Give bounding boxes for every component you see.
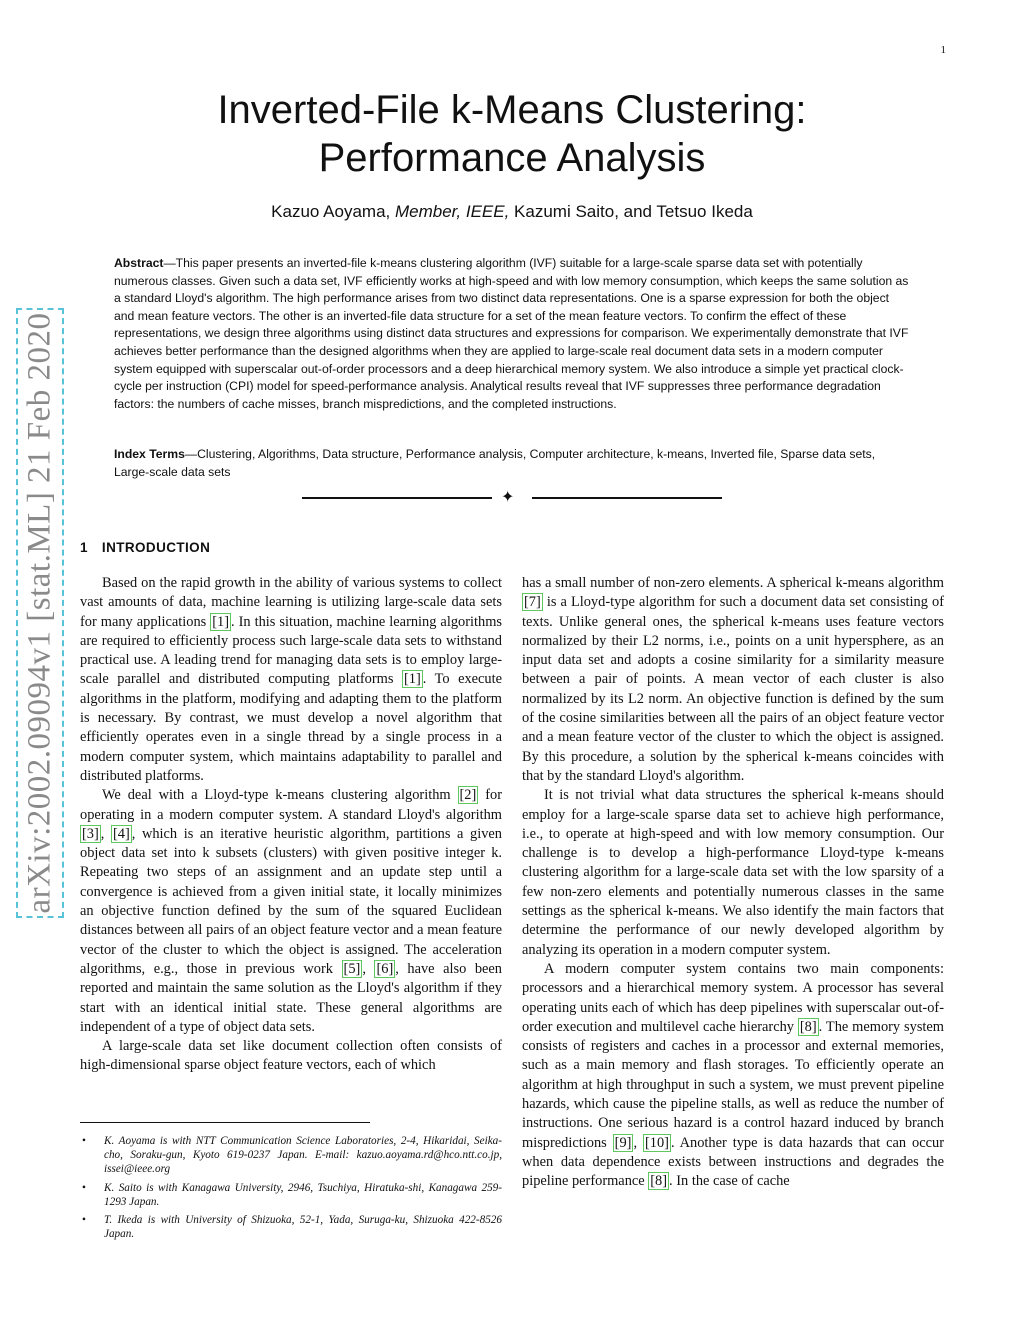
left-paragraph-2: We deal with a Lloyd-type k-means clustering algorithm [2] for operating in a modern computer system. A standard Lloyd's algorithm [3] , [4] , which is an iterative heuristic algorithm, partitions a given object data set into k subsets (clusters) with given positive integer k. Repeating two steps of an assignment and an update step until a convergence is achieved from a given initial state, it locally minimizes an objective function defined by the sum of the squared Euclidean distances between all pairs of an object feature vector and a mean feature vector of the cluster to which the object is assigned. The acceleration algorithms, e.g., those in previous work [5] , [6] , have also been reported and maintain the same solution as the Lloyd's algorithm if they start with an identical initial state. These general algorithms are independent of a type of object data sets.	[80, 787, 503, 1035]
citation-link[interactable]: [8]	[799, 1018, 817, 1035]
footnote-item: • K. Saito is with Kanagawa University, 2946, Tsuchiya, Hiratuka-shi, Kanagawa 259-1293 Japan.	[82, 1181, 502, 1208]
right-paragraph-1: has a small number of non-zero elements. A spherical k-means algorithm [7] is a Lloyd-type algorithm for such a document data set consisting of texts. Unlike general ones, the spherical k-means uses feature vectors normalized by their L2 norms, i.e., points on a unit hypersphere, as an input data set and adopts a cosine similarity for a similarity measure between a pair of points. A mean vector of each cluster is also normalized by its L2 norm. An objective function is defined by the sum of the cosine similarities between all the pairs of an object feature vector and a mean feature vector of the cluster to which the object is assigned. By this procedure, a solution by the spherical k-means coincides with that by the standard Lloyd's algorithm.	[522, 575, 944, 784]
paper-title	[0, 86, 1024, 182]
separator-diamond-icon: ✦	[501, 489, 515, 506]
left-paragraph-1: Based on the rapid growth in the ability of various systems to collect vast amounts of data, machine learning is utilizing large-scale data sets for many applications [1] . In this situation, machine learning algorithms are required to efficiently process such large-scale data sets to withstand practical use. A leading trend for managing data sets is to employ large-scale parallel and distributed computing platforms [1] . To execute algorithms in the platform, modifying and adapting them to the platform is necessary. By contrast, we must develop a novel algorithm that efficiently operates even in a single thread by a single process in a modern computer system, which maintains adaptability to parallel and distributed platforms.	[80, 575, 503, 784]
abstract-text: —This paper presents an inverted-file k-means clustering algorithm (IVF) suitable for a large-scale sparse data set with potentially numerous classes. Given such a data set, IVF efficiently works at high-speed and with low memory consumption, which keeps the same solution as a standard Lloyd's algorithm. The high performance arises from two distinct data representations. One is a sparse expression for both the object and mean feature vectors. The other is an inverted-file data structure for a set of the mean feature vectors. To confirm the effect of these representations, we design three algorithms using distinct data structures and expressions for comparison. We experimentally demonstrate that IVF achieves better performance than the designed algorithms when they are applied to large-scale real document data sets in a modern computer system equipped with superscalar out-of-order processors and a deep hierarchical memory system. We also introduce a simple yet practical clock-cycle per instruction (CPI) model for speed-performance analysis. Analytical results reveal that IVF suppresses three performance degradation factors: the numbers of cache misses, branch mispredictions, and the completed instructions.	[114, 256, 909, 411]
citation-link[interactable]: [10]	[644, 1134, 669, 1151]
bullet-icon: •	[82, 1214, 86, 1227]
separator-line-right	[532, 497, 722, 499]
author-first: Kazuo Aoyama,	[271, 202, 395, 221]
citation-link[interactable]: [8]	[650, 1173, 668, 1190]
separator-line-left	[302, 497, 492, 499]
abstract	[114, 255, 910, 413]
footnotes	[80, 1134, 502, 1245]
section-title: INTRODUCTION	[101, 540, 211, 555]
section-heading	[80, 540, 210, 555]
index-terms-label: Index Terms	[114, 447, 185, 461]
author-role: Member, IEEE,	[394, 202, 510, 221]
title-line-2: Performance Analysis	[318, 136, 706, 180]
page-number: 1	[940, 44, 946, 56]
bullet-icon: •	[82, 1181, 86, 1194]
title-line-1: Inverted-File k-Means Clustering:	[217, 88, 807, 132]
index-terms	[114, 446, 910, 481]
abstract-label: Abstract	[114, 256, 164, 270]
bullet-icon: •	[82, 1135, 86, 1147]
left-paragraph-3: A large-scale data set like document collection often consists of high-dimensional sparse object feature vectors, each of which	[80, 1038, 502, 1074]
citation-link[interactable]: [1]	[403, 671, 421, 688]
citation-link[interactable]: [5]	[343, 960, 361, 977]
index-terms-text: —Clustering, Algorithms, Data structure, Performance analysis, Computer architecture, k-means, Inverted file, Sparse data sets, Large-scale data sets	[114, 447, 876, 479]
right-column	[522, 574, 944, 1192]
citation-link[interactable]: [2]	[459, 787, 477, 804]
section-number: 1	[80, 540, 88, 555]
right-paragraph-2: It is not trivial what data structures the spherical k-means should employ for a large-scale sparse data set to achieve high performance, i.e., to operate at high-speed and with low memory consumption. Our challenge is to develop a high-performance Lloyd-type k-means clustering algorithm for a large-scale data set with the low sparsity of a few non-zero elements and potentially numerous classes in the same settings as the spherical k-means. We also identify the main factors that determine the performance of our newly developed algorithm by analyzing its operation in a modern computer system.	[522, 787, 944, 958]
citation-link[interactable]: [7]	[524, 594, 541, 611]
arxiv-stamp	[16, 308, 64, 918]
authors	[0, 202, 1024, 222]
citation-link[interactable]: [1]	[212, 613, 230, 630]
citation-link[interactable]: [4]	[112, 825, 130, 842]
footnote-item: • K. Aoyama is with NTT Communication Science Laboratories, 2-4, Hikaridai, Seika-cho, Soraku-gun, Kyoto 619-0237 Japan. E-mail: kazuo.aoyama.rd@hco.ntt.co.jp, issei@ieee.org	[82, 1135, 502, 1176]
right-paragraph-3: A modern computer system contains two main components: processors and a hierarchical memory system. A processor has several operating units each of which has deep pipelines with superscalar out-of-order execution and multilevel cache hierarchy [8] . The memory system consists of registers and caches in a processor and external memories, such as a main memory and flash storages. To efficiently operate an algorithm at high throughput in such a system, we must prevent pipeline hazards, which cause the pipeline stalls, as well as reduce the number of instructions. One serious hazard is a control hazard induced by branch mispredictions [9] , [10] . Another type is data hazards that can occur when data dependence exists between instructions and degrades the pipeline performance [8] . In the case of cache	[522, 960, 945, 1190]
citation-link[interactable]: [9]	[614, 1134, 632, 1151]
section-separator	[302, 488, 722, 508]
left-column	[80, 574, 502, 1076]
citation-link[interactable]: [6]	[376, 960, 394, 977]
author-rest: Kazumi Saito, and Tetsuo Ikeda	[509, 202, 753, 221]
citation-link[interactable]: [3]	[82, 825, 99, 842]
footnote-item: • T. Ikeda is with University of Shizuoka, 52-1, Yada, Suruga-ku, Shizuoka 422-8526 Japan.	[82, 1214, 502, 1241]
arxiv-stamp-text: arXiv:2002.09094v1 [stat.ML] 21 Feb 2020	[21, 312, 58, 914]
footnote-rule	[80, 1122, 370, 1123]
